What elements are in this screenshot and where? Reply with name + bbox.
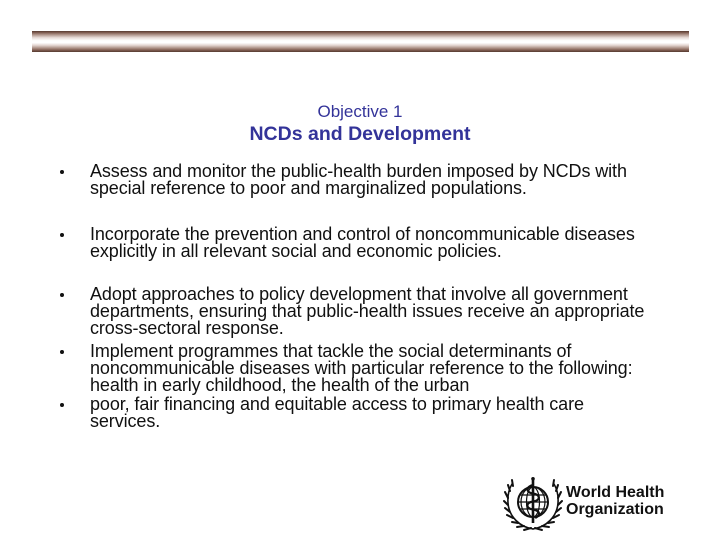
title-main: NCDs and Development (249, 123, 471, 145)
bullet-item-2 (60, 226, 690, 260)
bullet-text (90, 396, 690, 430)
who-logo (503, 476, 664, 532)
bullet-text (90, 226, 690, 260)
bullet-icon (60, 233, 64, 237)
who-emblem-icon (503, 476, 563, 532)
who-name-line2: Organization (566, 500, 664, 518)
bullet-text-line: noncommunicable diseases with particular reference to the following: (90, 358, 633, 378)
bullet-text-line: cross-sectoral response. (90, 318, 284, 338)
bullet-icon (60, 293, 64, 297)
bullet-text (90, 163, 690, 197)
bullet-text-line: departments, ensuring that public-health issues receive an appropriate (90, 301, 645, 321)
bullet-text-line: poor, fair financing and equitable access to primary health care (90, 394, 584, 414)
who-name-line1: World Health (566, 484, 665, 501)
bullet-text (90, 343, 690, 394)
title-objective-number: Objective 1 (317, 102, 403, 121)
bullet-item-3 (60, 286, 690, 337)
bullet-text-line: health in early childhood, the health of the urban (90, 375, 470, 395)
decorative-bar (32, 31, 689, 52)
bullet-text-line: services. (90, 411, 161, 431)
bullet-text-line: special reference to poor and marginalized populations. (90, 178, 527, 198)
bullet-text-line: Adopt approaches to policy development that involve all government (90, 284, 628, 304)
bullet-text-line: Incorporate the prevention and control of noncommunicable diseases (90, 224, 635, 244)
bullet-icon (60, 403, 64, 407)
bullet-icon (60, 350, 64, 354)
bullet-text-line: Assess and monitor the public-health burden imposed by NCDs with (90, 161, 627, 181)
bullet-item-4 (60, 343, 690, 394)
who-wordmark (566, 485, 664, 518)
bullet-icon (60, 170, 64, 174)
bullet-item-1 (60, 163, 690, 197)
bullet-text-line: explicitly in all relevant social and economic policies. (90, 241, 502, 261)
bullet-text (90, 286, 690, 337)
bullet-list (60, 163, 690, 430)
bullet-item-5 (60, 396, 690, 430)
slide-title (0, 100, 720, 146)
bullet-text-line: Implement programmes that tackle the social determinants of (90, 341, 572, 361)
